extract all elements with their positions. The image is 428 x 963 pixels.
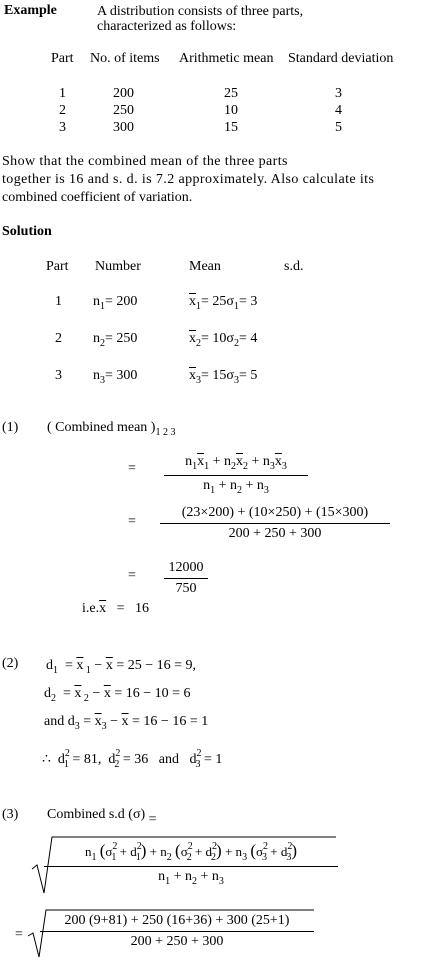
fraction-bar: [44, 866, 338, 867]
step1-equals: =: [128, 461, 136, 476]
table1-cell: 5: [335, 120, 342, 135]
step1-fraction-2-numerator: (23×200) + (10×250) + (15×300): [181, 505, 369, 520]
step1-result: $i.e.\overline{x}$ = 16: [82, 601, 150, 616]
step1-fraction-1-numerator: $n_1\overline{x}_1 + n_2\overline{x}_2 + n_3\overline{x}_3$: [185, 454, 287, 472]
table1-header-sd: Standard deviation: [288, 51, 394, 66]
step3-lhs: Combined s.d (σ) =: [47, 807, 157, 827]
solution-part: 2: [55, 331, 62, 346]
step3-fraction-1: [44, 841, 338, 887]
step2-label: (2): [2, 656, 19, 671]
step1-fraction-2-denominator: 200 + 250 + 300: [228, 526, 322, 542]
question-line-3: combined coefficient of variation.: [2, 190, 193, 205]
solution-mean-sd: $\overline{x}_2= 10\sigma_2= 4$: [189, 331, 258, 349]
table1-cell: 200: [113, 86, 134, 101]
solution-number: $n_3= 300$: [93, 368, 138, 386]
example-line-2: characterized as follows:: [97, 19, 237, 34]
step2-d3: and $d_3 = \overline{x}_3 - \overline{x} = 16 - 16 = 1$: [44, 714, 209, 732]
fraction-bar: [40, 931, 314, 932]
fraction-bar: [164, 578, 208, 579]
step2-d2: $d_2 = \overline{x}$ $_2 - \overline{x} = 16 - 10 = 6$: [44, 686, 191, 704]
step3-fraction-1-denominator: $n_1 + n_2 + n_3$: [158, 868, 224, 887]
step1-lhs: ( Combined mean )$_{1 2 3}$: [47, 420, 176, 438]
solution-mean-sd: $\overline{x}_1= 25\sigma_1= 3$: [189, 294, 258, 312]
table1-header-mean: Arithmetic mean: [179, 51, 274, 66]
example-heading: Example: [4, 3, 57, 18]
table1-cell: 250: [113, 103, 134, 118]
solution-part: 3: [55, 368, 62, 383]
table1-cell: 10: [224, 103, 238, 118]
step1-fraction-3: [164, 560, 208, 597]
step1-label: (1): [2, 420, 19, 435]
step2-squares: ∴ $d^2_1 = 81$, $d^2_2 = 36$ and $d^2_3 = 1$: [42, 748, 223, 770]
solution-header-number: Number: [95, 259, 141, 274]
step1-fraction-2: [160, 505, 390, 542]
step1-fraction-1-denominator: $n_1 + n_2 + n_3$: [203, 477, 269, 496]
step2-d1: $d_1 = \overline{x}$ $_1 - \overline{x} = 25 - 16 = 9$,: [46, 658, 196, 676]
table1-cell: 1: [59, 86, 66, 101]
table1-cell: 15: [224, 120, 238, 135]
step3-fraction-2: [40, 913, 314, 950]
solution-header-part: Part: [46, 259, 69, 274]
solution-header-sd: s.d.: [284, 259, 304, 274]
fraction-bar: [164, 475, 308, 476]
table1-cell: 25: [224, 86, 238, 101]
table1-cell: 2: [59, 103, 66, 118]
table1-header-items: No. of items: [90, 51, 160, 66]
step1-fraction-3-numerator: 12000: [168, 560, 204, 575]
question-line-2: together is 16 and s. d. is 7.2 approximately. Also calculate its: [2, 172, 375, 187]
solution-part: 1: [55, 294, 62, 309]
table1-header-part: Part: [51, 51, 74, 66]
step3-fraction-2-numerator: 200 (9+81) + 250 (16+36) + 300 (25+1): [64, 913, 290, 928]
solution-header-mean: Mean: [189, 259, 221, 274]
step1-equals: =: [128, 568, 136, 583]
step1-fraction-1: [164, 454, 308, 496]
step3-label: (3): [2, 807, 19, 822]
step1-equals: =: [128, 514, 136, 529]
table1-cell: 3: [335, 86, 342, 101]
solution-mean-sd: $\overline{x}_3= 15\sigma_3= 5$: [189, 368, 258, 386]
table1-cell: 300: [113, 120, 134, 135]
table1-cell: 3: [59, 120, 66, 135]
solution-heading: Solution: [2, 224, 52, 239]
step1-fraction-3-denominator: 750: [175, 581, 197, 597]
step3-fraction-2-denominator: 200 + 250 + 300: [130, 934, 224, 950]
step3-fraction-1-numerator: $n_1$ $(\sigma^2_1 + d^2_1) + n_2$ $(\sigma^2_2 + d^2_2) + n_3$ $(\sigma^2_3 + d^2_3)$: [84, 841, 298, 863]
question-line-1: Show that the combined mean of the three parts: [2, 154, 288, 169]
solution-number: $n_1= 200$: [93, 294, 138, 312]
example-line-1: A distribution consists of three parts,: [97, 4, 304, 19]
fraction-bar: [160, 523, 390, 524]
solution-number: $n_2= 250$: [93, 331, 138, 349]
table1-cell: 4: [335, 103, 342, 118]
step3-equals: =: [15, 927, 23, 942]
